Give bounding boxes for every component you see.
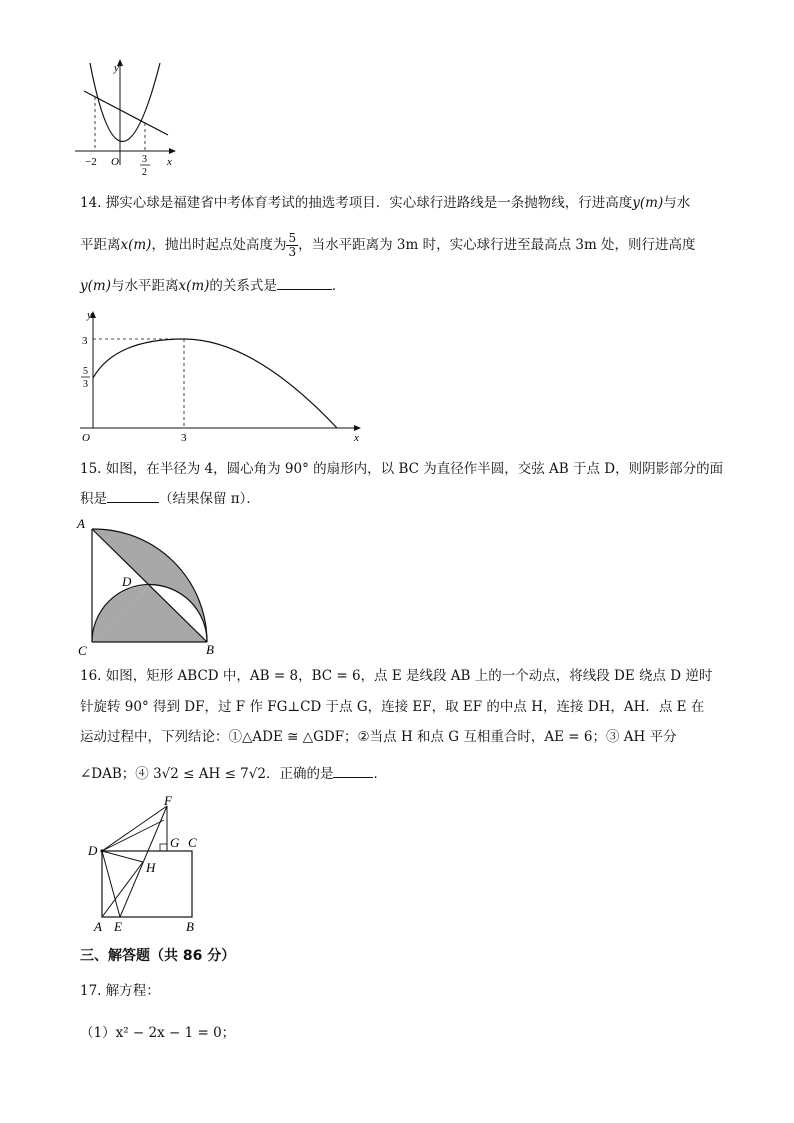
right-angle-mark-G bbox=[160, 844, 167, 851]
q14-frac-den: 3 bbox=[288, 245, 297, 259]
tick-label-y-frac-den: 3 bbox=[83, 379, 88, 390]
q14-line-2 bbox=[80, 232, 696, 259]
point-label-H: H bbox=[146, 860, 156, 875]
straight-line bbox=[84, 91, 168, 135]
q16-line4-end: ． bbox=[373, 766, 387, 782]
q14-line2-c: ，当水平距离为 3m 时，实心球行进至最高点 3m 处，则行进高度 bbox=[298, 237, 696, 253]
origin-label: O bbox=[111, 156, 119, 168]
point-label-C: C bbox=[78, 643, 87, 658]
point-label-F: F bbox=[164, 796, 172, 808]
tick-label-frac-den: 2 bbox=[142, 167, 147, 178]
tick-label-y-frac-num: 5 bbox=[83, 366, 88, 377]
tick-label-frac-num: 3 bbox=[142, 154, 147, 165]
figure-sector-semicircle bbox=[72, 514, 232, 659]
segment-DE bbox=[102, 851, 120, 917]
q16-line-3 bbox=[80, 728, 677, 746]
q15-answer-blank bbox=[107, 490, 159, 503]
section-3-title: 三、解答题（共 86 分） bbox=[80, 948, 236, 964]
segment-DH bbox=[102, 851, 143, 862]
trajectory-curve bbox=[93, 339, 337, 428]
q14-line-1 bbox=[80, 194, 690, 212]
q16-line-4 bbox=[80, 765, 387, 783]
point-D-dot bbox=[100, 849, 103, 852]
q17-part1: （1）x² − 2x − 1 = 0； bbox=[80, 1025, 236, 1041]
origin-label: O bbox=[82, 432, 90, 444]
point-label-G: G bbox=[170, 835, 180, 850]
point-label-A: A bbox=[77, 516, 85, 531]
q15-line2-a: 积是 bbox=[80, 491, 107, 507]
q14-height-fraction bbox=[286, 232, 298, 259]
q16-answer-blank bbox=[333, 765, 373, 778]
axis-label-x: x bbox=[354, 432, 359, 444]
q14-var-x: x(m) bbox=[120, 237, 152, 253]
point-label-E: E bbox=[114, 919, 122, 934]
x-axis-arrow bbox=[354, 425, 361, 431]
figure-shot-put-trajectory bbox=[75, 308, 370, 448]
q15-line-2 bbox=[80, 490, 260, 508]
q16-line-1 bbox=[80, 667, 712, 685]
q16-line3-text: 运动过程中，下列结论：①△ADE ≅ △GDF；②当点 H 和点 G 互相重合时，AE = 6；③ AH 平分 bbox=[80, 729, 677, 745]
point-label-D: D bbox=[122, 574, 132, 589]
point-label-B: B bbox=[206, 642, 214, 657]
axis-label-y: y bbox=[114, 62, 119, 74]
figure-parabola-line bbox=[70, 55, 190, 180]
q14-answer-blank bbox=[277, 277, 332, 290]
x-axis-arrow bbox=[169, 148, 176, 154]
q15-line1-text: 15. 如图，在半径为 4，圆心角为 90° 的扇形内，以 BC 为直径作半圆，交弦 AB 于点 D，则阴影部分的面 bbox=[80, 461, 724, 477]
figure-rectangle-rotation bbox=[80, 796, 210, 936]
point-label-D: D bbox=[88, 843, 98, 858]
parabola-curve bbox=[90, 63, 160, 142]
point-label-A: A bbox=[94, 919, 102, 934]
axis-label-x: x bbox=[167, 156, 172, 168]
q17-part1-line bbox=[80, 1024, 235, 1042]
q16-line1-text: 16. 如图，矩形 ABCD 中，AB = 8，BC = 6，点 E 是线段 AB 上的一个动点，将线段 DE 绕点 D 逆时 bbox=[80, 668, 713, 684]
q16-line-2 bbox=[80, 698, 704, 716]
q16-line4-text: ∠DAB；④ 3√2 ≤ AH ≤ 7√2．正确的是 bbox=[80, 766, 334, 782]
segment-AH bbox=[102, 862, 143, 917]
q14-frac-num: 5 bbox=[288, 231, 297, 245]
q14-var-y: y(m) bbox=[632, 195, 664, 211]
q14-line1-end: 与水 bbox=[663, 195, 691, 211]
q15-line2-b: （结果保留 π）． bbox=[159, 491, 260, 507]
point-label-B: B bbox=[186, 919, 194, 934]
tick-label-neg2: −2 bbox=[85, 156, 97, 168]
q17-title-line bbox=[80, 982, 160, 1000]
tick-label-x-3: 3 bbox=[181, 432, 187, 444]
axis-label-y: y bbox=[87, 309, 92, 321]
q15-line-1 bbox=[80, 460, 723, 478]
q14-line1-text: 14. 掷实心球是福建省中考体育考试的抽选考项目．实心球行进路线是一条抛物线，行进高度 bbox=[80, 195, 633, 211]
q14-var-x2: x(m) bbox=[178, 278, 210, 294]
q17-title: 17. 解方程： bbox=[80, 983, 160, 999]
q14-line2-b: ，抛出时起点处高度为 bbox=[151, 237, 287, 253]
q14-line3-end: ． bbox=[331, 278, 346, 294]
q16-line2-text: 针旋转 90° 得到 DF，过 F 作 FG⊥CD 于点 G，连接 EF，取 EF 的中点 H，连接 DH，AH．点 E 在 bbox=[80, 699, 705, 715]
q14-line-3 bbox=[80, 277, 345, 295]
tick-label-y-3: 3 bbox=[82, 335, 88, 347]
q14-line3-a: 与水平距离 bbox=[110, 278, 179, 294]
q14-line3-b: 的关系式是 bbox=[209, 278, 277, 294]
point-label-C: C bbox=[188, 835, 197, 850]
section-3-heading bbox=[80, 947, 235, 965]
q14-var-y2: y(m) bbox=[80, 278, 111, 294]
q14-line2-a: 平距离 bbox=[80, 237, 121, 253]
